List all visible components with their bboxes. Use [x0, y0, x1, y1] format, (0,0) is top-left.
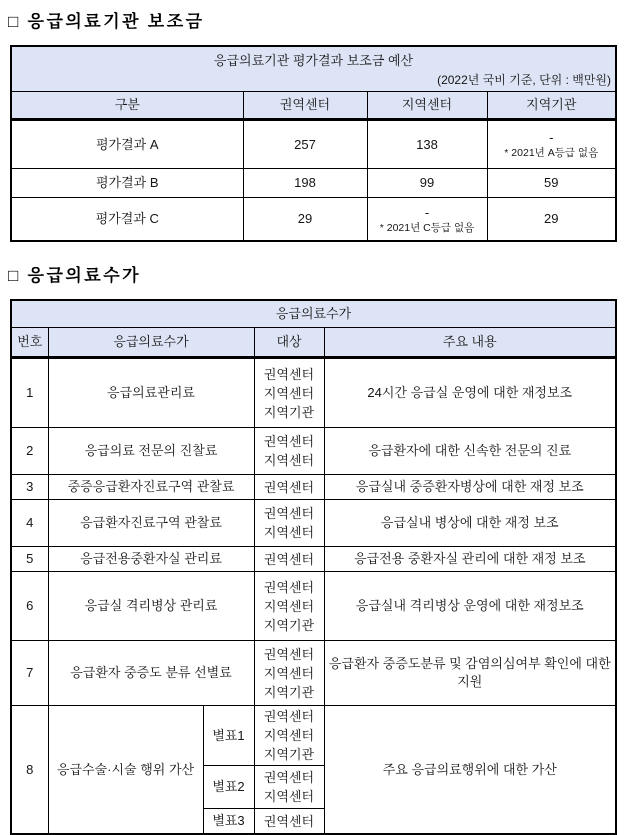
fee-targets: [254, 809, 324, 835]
table-row-fee-4: [11, 500, 616, 547]
target-line: 권역센터: [263, 479, 315, 495]
fee-name: 응급의료관리료: [48, 358, 254, 428]
fee-targets: [254, 358, 324, 428]
fee-no: 6: [11, 572, 48, 641]
fee-targets: [254, 641, 324, 706]
fee-table: [10, 299, 617, 835]
table-row-fee-5: [11, 547, 616, 572]
target-line: 권역센터: [263, 770, 315, 785]
column-header-regional-center: 권역센터: [243, 92, 367, 120]
fee-targets: [254, 706, 324, 766]
table-row-result-b: [11, 169, 616, 198]
table-row-fee-7: [11, 641, 616, 706]
target-line: 지역센터: [263, 728, 315, 743]
fee-name: 중증응급환자진료구역 관찰료: [48, 475, 254, 500]
row-label: 평가결과 B: [11, 169, 243, 198]
fee-name: 응급의료 전문의 진찰료: [48, 428, 254, 475]
row-label: 평가결과 C: [11, 198, 243, 242]
column-header-local-institution: 지역기관: [487, 92, 616, 120]
column-header-no: 번호: [11, 328, 48, 358]
table-row-fee-1: [11, 358, 616, 428]
fee-targets: [254, 500, 324, 547]
fee-table-header-row: [11, 328, 616, 358]
target-line: 권역센터: [263, 579, 315, 595]
table-row-fee-3: [11, 475, 616, 500]
subsidy-table-title-cell: [11, 46, 616, 92]
fee-no: 2: [11, 428, 48, 475]
subsidy-table-title: 응급의료기관 평가결과 보조금 예산: [213, 52, 414, 68]
target-line: 지역기관: [263, 617, 315, 633]
target-line: 권역센터: [263, 506, 315, 521]
value-cell: 198: [243, 169, 367, 198]
value-cell-with-note: [367, 198, 487, 242]
target-line: 지역센터: [263, 789, 315, 804]
fee-content: 응급환자에 대한 신속한 전문의 진료: [324, 428, 616, 475]
table-row-fee-8-annex1: [11, 706, 616, 766]
annex-label: 별표3: [203, 809, 254, 835]
column-header-target: 대상: [254, 328, 324, 358]
fee-name: 응급수술·시술 행위 가산: [48, 706, 203, 835]
fee-targets: [254, 766, 324, 809]
dash-value: -: [424, 204, 430, 220]
fee-targets: [254, 428, 324, 475]
fee-content: 응급실내 병상에 대한 재정 보조: [324, 500, 616, 547]
fee-targets: [254, 547, 324, 572]
column-header-content: 주요 내용: [324, 328, 616, 358]
column-header-fee-name: 응급의료수가: [48, 328, 254, 358]
value-cell: 29: [487, 198, 616, 242]
value-cell-with-note: [487, 120, 616, 169]
fee-name: 응급실 격리병상 관리료: [48, 572, 254, 641]
value-cell: 99: [367, 169, 487, 198]
value-cell: 257: [243, 120, 367, 169]
column-header-local-center: 지역센터: [367, 92, 487, 120]
fee-name: 응급환자 중증도 분류 선별료: [48, 641, 254, 706]
fee-content: 응급실내 중증환자병상에 대한 재정 보조: [324, 475, 616, 500]
target-line: 권역센터: [263, 551, 315, 567]
fee-name: 응급전용중환자실 관리료: [48, 547, 254, 572]
note-text: * 2021년 A등급 없음: [504, 147, 599, 159]
fee-no: 3: [11, 475, 48, 500]
target-line: 권역센터: [263, 709, 315, 724]
note-text: * 2021년 C등급 없음: [379, 221, 475, 234]
target-line: 지역센터: [263, 665, 315, 681]
target-line: 지역기관: [263, 404, 315, 420]
section-heading-subsidy: □ 응급의료기관 보조금: [8, 12, 205, 31]
target-line: 지역기관: [263, 747, 315, 762]
fee-targets: [254, 475, 324, 500]
fee-no: 8: [11, 706, 48, 835]
target-line: 지역센터: [263, 453, 315, 468]
section-heading-fee: □ 응급의료수가: [8, 266, 142, 285]
fee-no: 7: [11, 641, 48, 706]
table-row-fee-2: [11, 428, 616, 475]
target-line: 권역센터: [263, 646, 315, 662]
target-line: 권역센터: [263, 366, 315, 382]
value-cell: 59: [487, 169, 616, 198]
annex-label: 별표1: [203, 706, 254, 766]
fee-table-title: 응급의료수가: [11, 300, 616, 328]
fee-content: 24시간 응급실 운영에 대한 재정보조: [324, 358, 616, 428]
row-label: 평가결과 A: [11, 120, 243, 169]
fee-no: 5: [11, 547, 48, 572]
annex-label: 별표2: [203, 766, 254, 809]
fee-content: 응급환자 중증도분류 및 감염의심여부 확인에 대한 지원: [324, 641, 616, 706]
target-line: 지역센터: [263, 525, 315, 540]
fee-targets: [254, 572, 324, 641]
target-line: 지역센터: [263, 598, 315, 614]
fee-table-title-row: [11, 300, 616, 328]
dash-value: -: [549, 130, 554, 145]
table-row-result-c: [11, 198, 616, 242]
fee-no: 4: [11, 500, 48, 547]
target-line: 권역센터: [263, 813, 315, 829]
target-line: 권역센터: [263, 434, 315, 449]
table-row-fee-6: [11, 572, 616, 641]
subsidy-table-header-row: [11, 92, 616, 120]
value-cell: 138: [367, 120, 487, 169]
subsidy-table: [10, 45, 617, 242]
fee-no: 1: [11, 358, 48, 428]
value-cell: 29: [243, 198, 367, 242]
fee-content: 응급전용 중환자실 관리에 대한 재정 보조: [324, 547, 616, 572]
table-row-result-a: [11, 120, 616, 169]
column-header-gubun: 구분: [11, 92, 243, 120]
fee-name: 응급환자진료구역 관찰료: [48, 500, 254, 547]
subsidy-table-subtitle: (2022년 국비 기준, 단위 : 백만원): [437, 73, 612, 88]
fee-content: 응급실내 격리병상 운영에 대한 재정보조: [324, 572, 616, 641]
subsidy-table-title-row: [11, 46, 616, 92]
target-line: 지역센터: [263, 385, 315, 401]
target-line: 지역기관: [263, 684, 315, 700]
fee-content: 주요 응급의료행위에 대한 가산: [324, 706, 616, 835]
